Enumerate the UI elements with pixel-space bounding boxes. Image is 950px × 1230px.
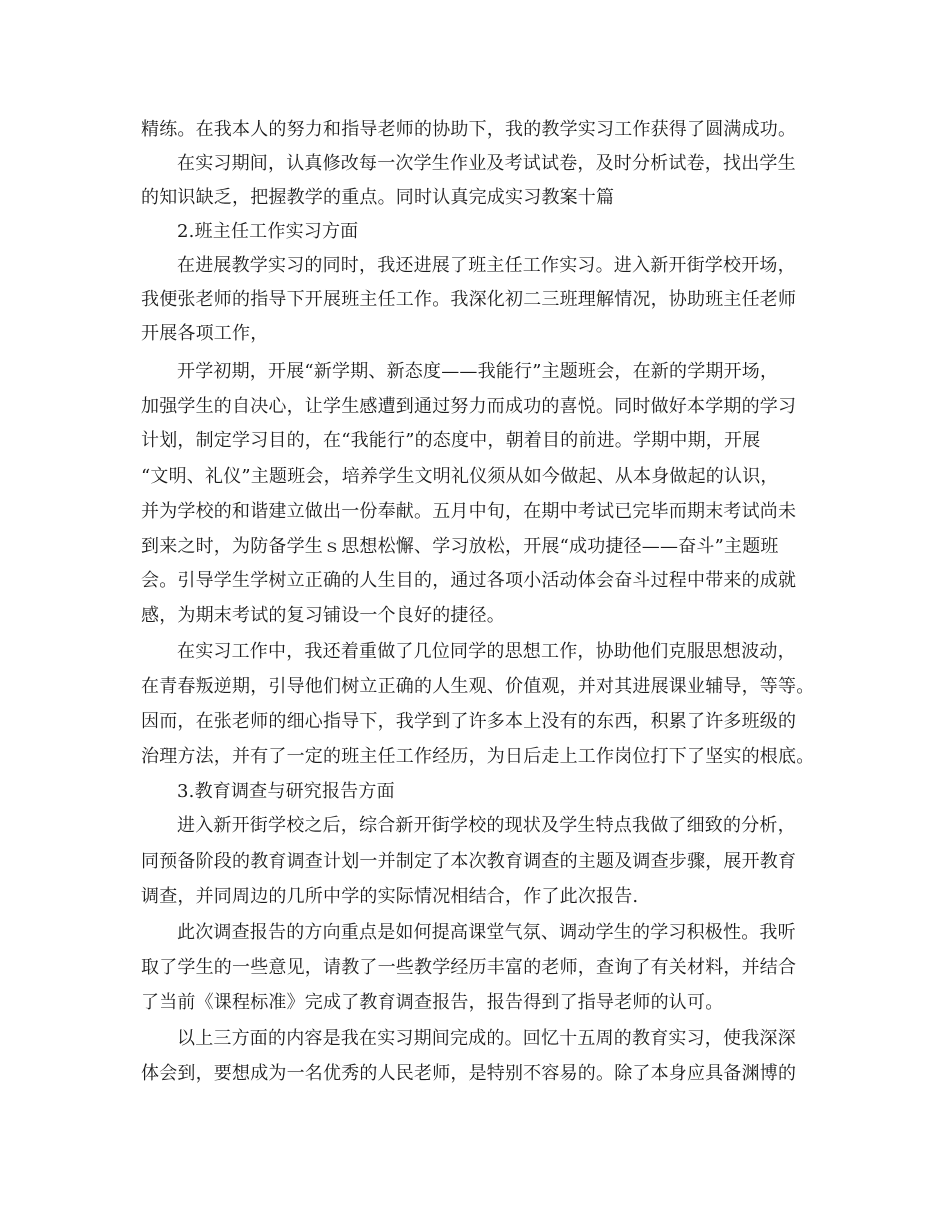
text-line: 我便张老师的指导下开展班主任工作。我深化初二三班理解情况，协助班主任老师 [141,289,797,310]
text-line: 感，为期末考试的复习铺设一个良好的捷径。 [141,605,505,626]
text-line: 并为学校的和谐建立做出一份奉献。五月中旬，在期中考试已完毕而期末考试尚未 [141,501,797,522]
text-line: 调查，并同周边的几所中学的实际情况相结合，作了此次报告. [141,886,639,907]
text-line: 到来之时，为防备学生ｓ思想松懈、学习放松，开展“成功捷径——奋斗”主题班 [141,536,779,557]
text-line: 同预备阶段的教育调查计划一并制定了本次教育调查的主题及调查步骤，展开教育 [141,851,797,872]
section-heading: 2.班主任工作实习方面 [177,221,359,242]
text-line: 在进展教学实习的同时，我还进展了班主任工作实习。进入新开街学校开场， [177,255,796,276]
text-line: 计划，制定学习目的，在“我能行”的态度中，朝着目的前进。学期中期，开展 [141,430,761,451]
text-line: 的知识缺乏，把握教学的重点。同时认真完成实习教案十篇 [141,187,615,208]
text-line: 以上三方面的内容是我在实习期间完成的。回忆十五周的教育实习，使我深深 [177,1028,796,1049]
text-line: 了当前《课程标准》完成了教育调查报告，报告得到了指导老师的认可。 [141,992,724,1013]
text-line: 体会到，要想成为一名优秀的人民老师，是特别不容易的。除了本身应具备渊博的 [141,1063,797,1084]
text-line: 在青春叛逆期，引导他们树立正确的人生观、价值观，并对其进展课业辅导，等等。 [141,676,815,697]
text-line: 此次调查报告的方向重点是如何提高课堂气氛、调动学生的学习积极性。我听 [177,922,796,943]
text-line: 会。引导学生学树立正确的人生目的，通过各项小活动体会奋斗过程中带来的成就 [141,570,797,591]
text-line: 精练。在我本人的努力和指导老师的协助下，我的教学实习工作获得了圆满成功。 [141,119,797,140]
text-line: 在实习工作中，我还着重做了几位同学的思想工作，协助他们克服思想波动， [177,641,796,662]
text-line: 治理方法，并有了一定的班主任工作经历，为日后走上工作岗位打下了坚实的根底。 [141,746,815,767]
text-line: 因而，在张老师的细心指导下，我学到了许多本上没有的东西，积累了许多班级的 [141,711,797,732]
text-line: 取了学生的一些意见，请教了一些教学经历丰富的老师，查询了有关材料，并结合 [141,957,797,978]
text-line: “文明、礼仪”主题班会，培养学生文明礼仪须从如今做起、从本身做起的认识， [141,466,779,487]
text-line: 开展各项工作， [141,323,269,344]
text-line: 在实习期间，认真修改每一次学生作业及考试试卷，及时分析试卷，找出学生 [177,153,796,174]
section-heading: 3.教育调查与研究报告方面 [177,781,395,802]
text-line: 加强学生的自决心，让学生感遭到通过努力而成功的喜悦。同时做好本学期的学习 [141,396,797,417]
text-line: 开学初期，开展“新学期、新态度——我能行”主题班会，在新的学期开场， [177,361,779,382]
text-line: 进入新开街学校之后，综合新开街学校的现状及学生特点我做了细致的分析， [177,815,796,836]
